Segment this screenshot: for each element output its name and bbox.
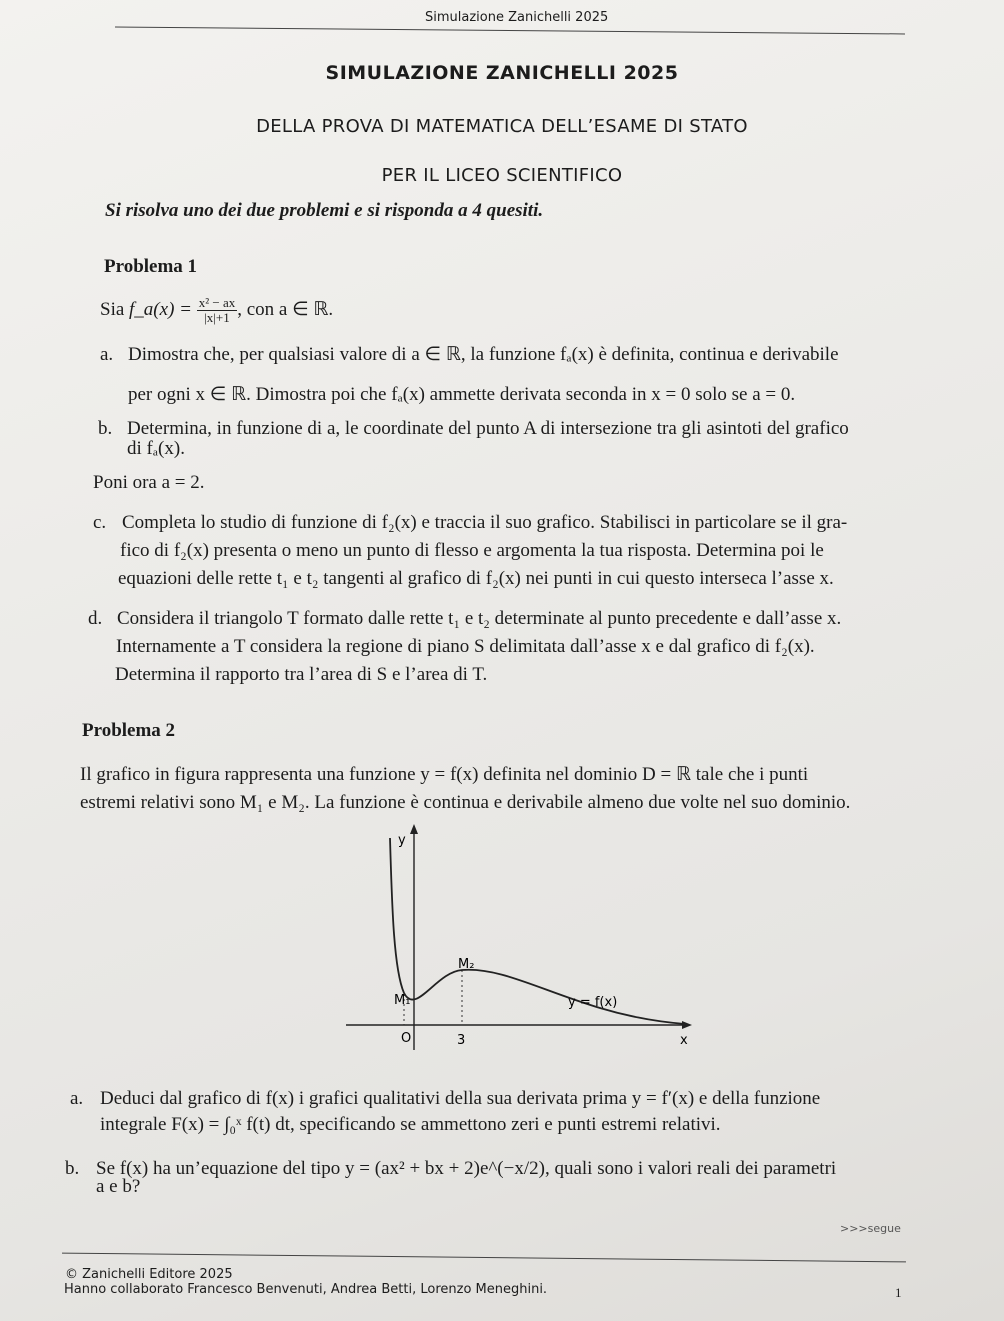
p1-item-b-line2: di fₐ(x). — [127, 438, 185, 459]
p1-item-b-letter: b. — [98, 418, 113, 439]
p1-item-c-line1: Completa lo studio di funzione di f₂(x) e traccia il suo grafico. Stabilisci in particolare se il gra- — [122, 512, 848, 533]
subtitle-1: DELLA PROVA DI MATEMATICA DELL’ESAME DI STATO — [256, 116, 748, 137]
fraction-denominator: |x|+1 — [204, 310, 230, 325]
p1-item-c-line2: fico di f₂(x) presenta o meno un punto di flesso e argomenta la tua risposta. Determina poi le — [120, 540, 824, 561]
running-title: Simulazione Zanichelli 2025 — [425, 10, 609, 25]
x-axis-arrow-icon — [682, 1021, 692, 1029]
m1-label: M₁ — [394, 993, 411, 1008]
problem1-intro — [100, 296, 333, 325]
instructions: Si risolva uno dei due problemi e si risponda a 4 quesiti. — [105, 200, 544, 221]
p2-item-a-line1: Deduci dal grafico di f(x) i grafici qualitativi della sua derivata prima y = f′(x) e della funzione — [100, 1088, 821, 1109]
x-label: x — [680, 1033, 688, 1048]
tick-3-label: 3 — [457, 1033, 466, 1048]
intro-pre: Sia — [100, 298, 130, 320]
p1-item-a-line1: Dimostra che, per qualsiasi valore di a ∈ ℝ, la funzione fₐ(x) è definita, continua e derivabile — [128, 344, 839, 365]
m2-label: M₂ — [458, 957, 475, 972]
function-curve — [390, 838, 685, 1024]
p2-intro-line1: Il grafico in figura rappresenta una funzione y = f(x) definita nel dominio D = ℝ tale che i punti — [80, 764, 809, 785]
origin-label: O — [401, 1031, 412, 1046]
p2-item-b-letter: b. — [65, 1158, 80, 1179]
y-axis-arrow-icon — [410, 824, 418, 834]
problem2-title: Problema 2 — [82, 720, 176, 741]
p1-item-b-line1: Determina, in funzione di a, le coordinate del punto A di intersezione tra gli asintoti del grafico — [127, 418, 849, 439]
p1-item-c-letter: c. — [93, 512, 107, 533]
p2-item-a-line2: integrale F(x) = ∫₀ˣ f(t) dt, specificando se ammettono zeri e punti estremi relativi. — [100, 1114, 721, 1135]
function-graph — [340, 820, 700, 1060]
p1-item-a-letter: a. — [100, 344, 114, 365]
page-title: SIMULAZIONE ZANICHELLI 2025 — [325, 62, 679, 84]
p1-item-d-line2: Internamente a T considera la regione di piano S delimitata dall’asse x e dal grafico di f₂(x). — [116, 636, 815, 657]
intro-post: , con a ∈ ℝ. — [237, 298, 334, 320]
page-number: 1 — [895, 1285, 902, 1300]
curve-label: y = f(x) — [568, 995, 618, 1010]
p1-item-c-line3: equazioni delle rette t₁ e t₂ tangenti al grafico di f₂(x) nei punti in cui questo interseca l’asse x. — [118, 568, 834, 589]
y-label: y — [398, 833, 406, 848]
header-rule — [115, 27, 905, 35]
p1-item-d-line1: Considera il triangolo T formato dalle rette t₁ e t₂ determinate al punto precedente e dall’asse x. — [117, 608, 842, 629]
p2-item-a-letter: a. — [70, 1088, 84, 1109]
p1-item-a-line2: per ogni x ∈ ℝ. Dimostra poi che fₐ(x) ammette derivata seconda in x = 0 solo se a = 0. — [128, 384, 796, 405]
p2-item-b-line2: a e b? — [96, 1176, 141, 1197]
copyright: © Zanichelli Editore 2025 — [65, 1267, 233, 1282]
intro-fraction — [197, 296, 238, 325]
p2-intro-line2: estremi relativi sono M₁ e M₂. La funzione è continua e derivabile almeno due volte nel suo dominio. — [80, 792, 851, 813]
p1-pose: Poni ora a = 2. — [93, 472, 205, 493]
p2-item-b-line1: Se f(x) ha un’equazione del tipo y = (ax² + bx + 2)e^(−x/2), quali sono i valori reali dei parametri — [96, 1158, 837, 1179]
p1-item-d-letter: d. — [88, 608, 103, 629]
footer-rule — [62, 1253, 906, 1263]
problem1-title: Problema 1 — [104, 256, 198, 277]
continue-marker: >>>segue — [840, 1222, 901, 1235]
intro-func: f_a(x) = — [129, 298, 197, 320]
credits: Hanno collaborato Francesco Benvenuti, Andrea Betti, Lorenzo Meneghini. — [64, 1282, 548, 1297]
p1-item-d-line3: Determina il rapporto tra l’area di S e l’area di T. — [115, 664, 488, 685]
subtitle-2: PER IL LICEO SCIENTIFICO — [381, 165, 623, 186]
fraction-numerator: x² − ax — [198, 295, 236, 310]
